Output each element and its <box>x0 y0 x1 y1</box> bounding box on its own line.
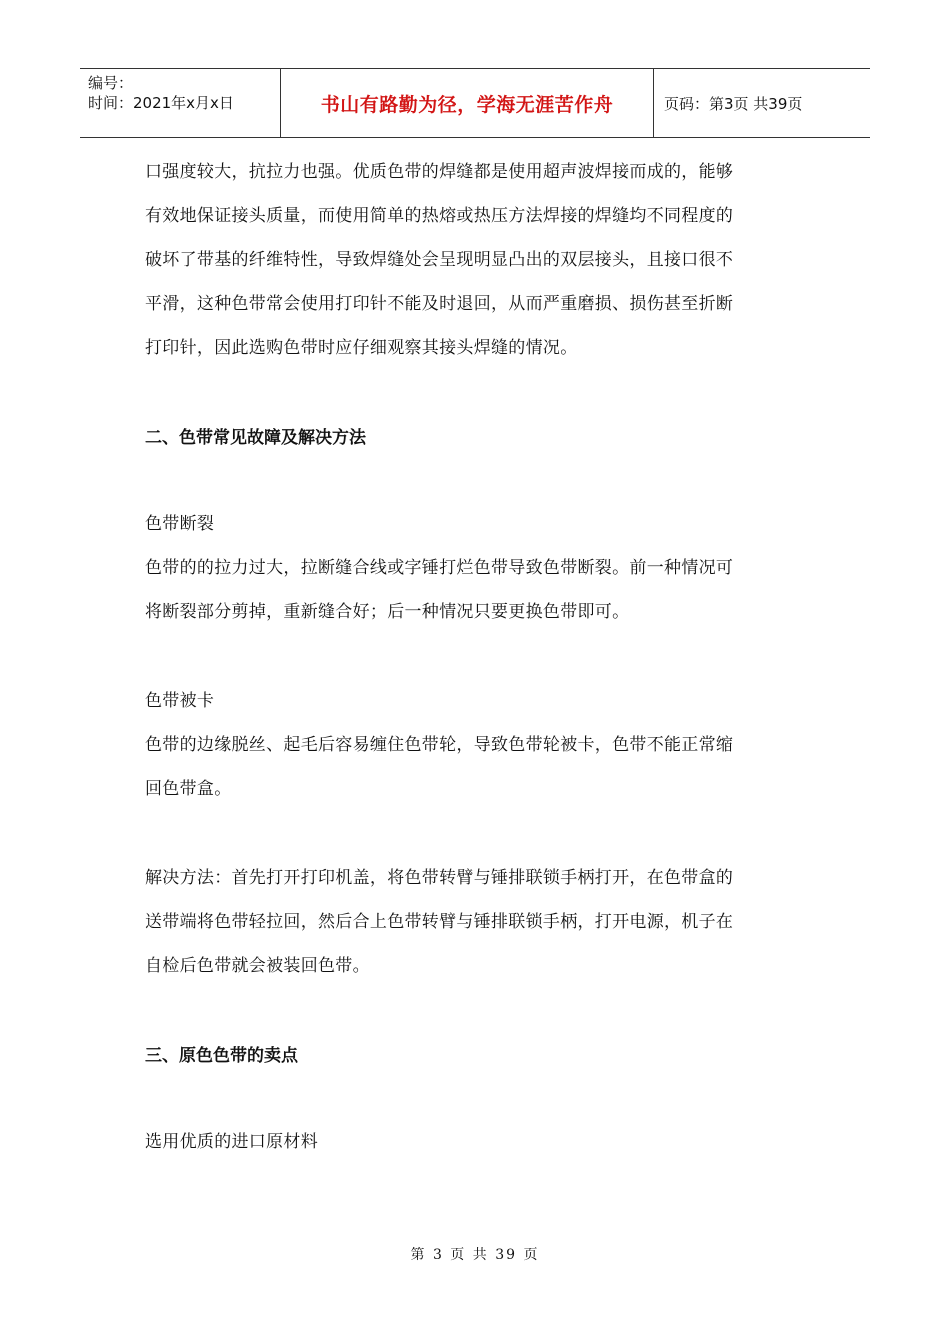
subsection-ribbon-break <box>145 502 805 634</box>
subsection-title: 选用优质的进口原材料 <box>145 1132 318 1152</box>
text-line: 解决方法：首先打开打印机盖，将色带转臂与锤排联锁手柄打开，在色带盒的 <box>145 868 734 888</box>
document-header <box>80 68 870 138</box>
text-line: 有效地保证接头质量，而使用简单的热熔或热压方法焊接的焊缝均不同程度的 <box>145 206 734 226</box>
subsection-materials <box>145 1120 805 1164</box>
header-page-code: 页码：第3页 共39页 <box>664 94 803 113</box>
paragraph-weld-quality <box>145 150 805 370</box>
text-line: 口强度较大，抗拉力也强。优质色带的焊缝都是使用超声波焊接而成的，能够 <box>145 162 734 182</box>
text-line: 平滑，这种色带常会使用打印针不能及时退回，从而严重磨损、损伤甚至折断 <box>145 294 734 314</box>
serial-number-label: 编号： <box>88 74 134 92</box>
section-title: 三、原色色带的卖点 <box>145 1046 298 1066</box>
text-line: 回色带盒。 <box>145 779 232 799</box>
text-line: 色带的的拉力过大，拉断缝合线或字锤打烂色带导致色带断裂。前一种情况可 <box>145 558 734 578</box>
text-line: 色带的边缘脱丝、起毛后容易缠住色带轮，导致色带轮被卡，色带不能正常缩 <box>145 735 734 755</box>
subsection-title: 色带被卡 <box>145 691 215 711</box>
date-label: 时间：2021年x月x日 <box>88 94 234 112</box>
solution-paragraph <box>145 856 805 988</box>
text-line: 送带端将色带轻拉回，然后合上色带转臂与锤排联锁手柄，打开电源，机子在 <box>145 912 734 932</box>
text-line: 破坏了带基的纤维特性，导致焊缝处会呈现明显凸出的双层接头，且接口很不 <box>145 250 734 270</box>
section-title: 二、色带常见故障及解决方法 <box>145 428 366 448</box>
text-line: 自检后色带就会被装回色带。 <box>145 956 370 976</box>
header-motto: 书山有路勤为径，学海无涯苦作舟 <box>281 69 654 137</box>
section-3-heading <box>145 1044 805 1068</box>
page-footer: 第 3 页 共 39 页 <box>410 1247 540 1263</box>
subsection-title: 色带断裂 <box>145 514 215 534</box>
subsection-ribbon-jam <box>145 679 805 811</box>
text-line: 将断裂部分剪掉，重新缝合好；后一种情况只要更换色带即可。 <box>145 602 630 622</box>
header-meta <box>80 69 281 137</box>
text-line: 打印针，因此选购色带时应仔细观察其接头焊缝的情况。 <box>145 338 578 358</box>
section-2-heading <box>145 426 805 450</box>
